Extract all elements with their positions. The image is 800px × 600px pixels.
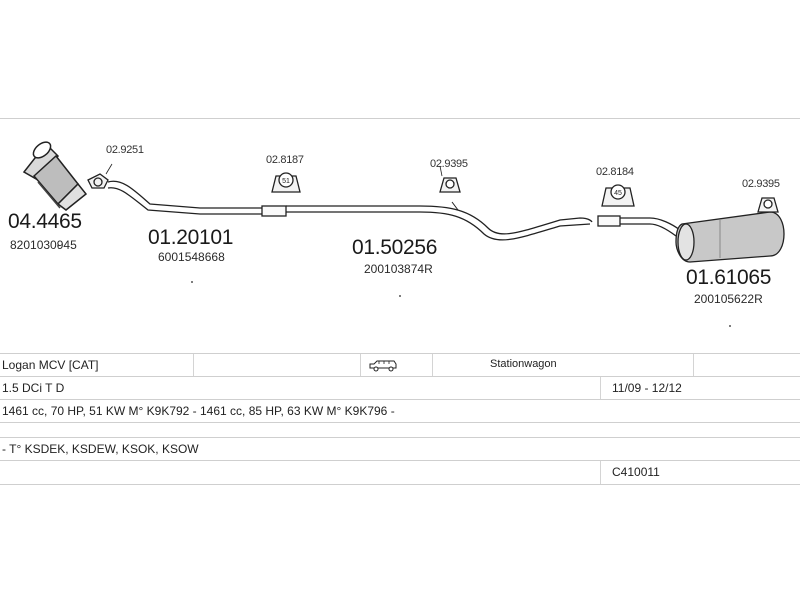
oem-number-middle-pipe: 200103874R bbox=[364, 262, 433, 276]
table-vline-1 bbox=[193, 354, 194, 376]
clamp-drawing bbox=[88, 164, 112, 188]
types-cell: - T° KSDEK, KSDEW, KSOK, KSOW bbox=[2, 442, 199, 456]
table-line-1 bbox=[0, 353, 800, 354]
table-line-4 bbox=[0, 422, 800, 423]
accessory-number-clamp[interactable]: 02.9251 bbox=[106, 144, 144, 156]
part-number-rear-silencer[interactable]: 01.61065 bbox=[686, 266, 772, 289]
years-cell: 11/09 - 12/12 bbox=[612, 381, 682, 395]
accessory-number-mount-2[interactable]: 02.9395 bbox=[430, 158, 468, 170]
engine-details-cell: 1461 cc, 70 HP, 51 KW M° K9K792 - 1461 cc, 85 HP, 63 KW M° K9K796 - bbox=[2, 404, 395, 418]
table-line-7 bbox=[0, 484, 800, 485]
oem-number-rear-silencer: 200105622R bbox=[694, 292, 763, 306]
body-type-cell: Stationwagon bbox=[490, 358, 557, 370]
table-vline-4 bbox=[693, 354, 694, 376]
table-vline-2 bbox=[360, 354, 361, 376]
middle-pipe-drawing bbox=[286, 202, 592, 240]
table-vline-3 bbox=[432, 354, 433, 376]
model-cell: Logan MCV [CAT] bbox=[2, 358, 99, 372]
diagram-top-border bbox=[0, 118, 800, 119]
catalog-code-cell: C410011 bbox=[612, 465, 660, 479]
oem-number-front-pipe: 6001548668 bbox=[158, 250, 225, 264]
accessory-number-mount-1[interactable]: 02.8187 bbox=[266, 154, 304, 166]
part-number-catalyst[interactable]: 04.4465 bbox=[8, 210, 82, 233]
rubber-mount-drawing-1 bbox=[272, 173, 300, 192]
station-wagon-icon bbox=[368, 358, 398, 372]
part-number-middle-pipe[interactable]: 01.50256 bbox=[352, 236, 438, 259]
engine-cell: 1.5 DCi T D bbox=[2, 381, 65, 395]
accessory-number-mount-4[interactable]: 02.9395 bbox=[742, 178, 780, 190]
accessory-number-mount-3[interactable]: 02.8184 bbox=[596, 166, 634, 178]
rubber-mount-drawing-4 bbox=[758, 198, 778, 212]
rear-silencer-drawing bbox=[598, 212, 784, 262]
table-line-6 bbox=[0, 460, 800, 461]
mount-badge-a: 51 bbox=[282, 178, 290, 185]
rubber-mount-drawing-3 bbox=[602, 185, 634, 206]
table-line-5 bbox=[0, 437, 800, 438]
table-line-2 bbox=[0, 376, 800, 377]
oem-number-catalyst: 8201030945 bbox=[10, 238, 77, 252]
catalyst-drawing bbox=[24, 139, 86, 210]
front-pipe-drawing bbox=[108, 181, 286, 216]
table-line-3 bbox=[0, 399, 800, 400]
part-number-front-pipe[interactable]: 01.20101 bbox=[148, 226, 234, 249]
mount-badge-b: 45 bbox=[614, 190, 622, 197]
table-vline-5 bbox=[600, 377, 601, 399]
table-vline-6 bbox=[600, 461, 601, 484]
